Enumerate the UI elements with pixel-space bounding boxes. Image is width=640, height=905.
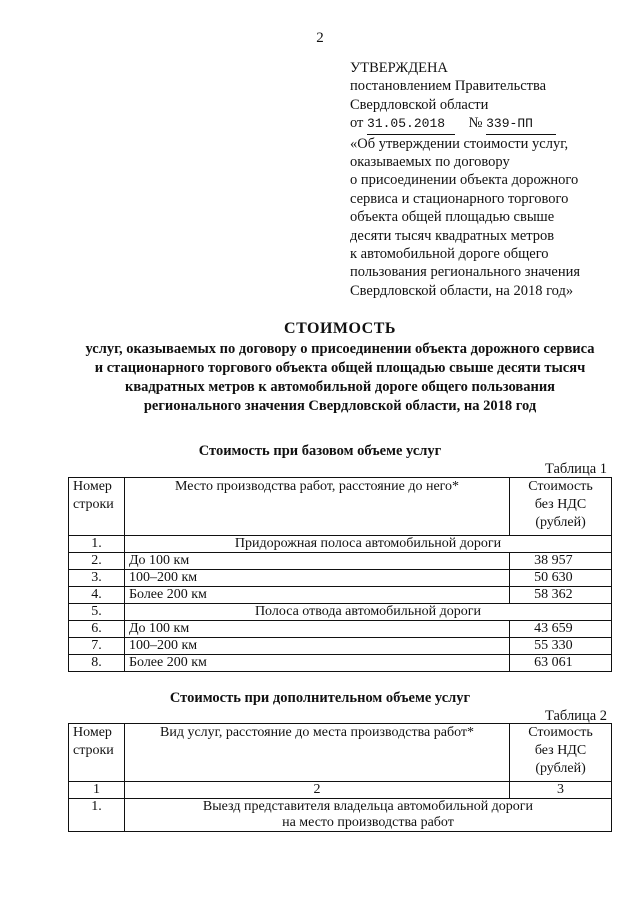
cost-cell: 55 330 bbox=[510, 638, 612, 655]
table2 bbox=[68, 723, 612, 832]
header-text: строки bbox=[73, 743, 114, 758]
header-cost bbox=[510, 724, 612, 782]
decree-date: 31.05.2018 bbox=[367, 115, 455, 134]
approval-line: сервиса и стационарного торгового bbox=[350, 190, 569, 207]
row-number: 5. bbox=[69, 604, 125, 621]
place-cell: До 100 км bbox=[124, 553, 509, 570]
document-subtitle bbox=[40, 340, 640, 416]
decree-number: 339-ПП bbox=[486, 115, 556, 134]
table-row bbox=[69, 553, 612, 570]
row-number: 1. bbox=[69, 799, 125, 832]
table-row bbox=[69, 621, 612, 638]
subtitle-line: квадратных метров к автомобильной дороге общего пользования bbox=[124, 379, 556, 395]
approval-line: Свердловской области bbox=[350, 96, 489, 113]
header-kind: Вид услуг, расстояние до места производства работ* bbox=[124, 724, 509, 782]
row-number: 2. bbox=[69, 553, 125, 570]
section-text: Выезд представителя владельца автомобильной дороги bbox=[202, 799, 534, 814]
section-title: Придорожная полоса автомобильной дороги bbox=[124, 536, 611, 553]
table-row bbox=[69, 536, 612, 553]
table2-heading: Стоимость при дополнительном объеме услуг bbox=[169, 690, 471, 706]
section-title: Полоса отвода автомобильной дороги bbox=[124, 604, 611, 621]
approval-line: пользования регионального значения bbox=[350, 264, 581, 281]
header-text: (рублей) bbox=[535, 761, 586, 776]
cost-cell: 38 957 bbox=[510, 553, 612, 570]
table1-label: Таблица 1 bbox=[545, 461, 608, 477]
header-text: Номер bbox=[73, 479, 112, 494]
header-text: Номер bbox=[73, 725, 112, 740]
table1 bbox=[68, 477, 612, 672]
approval-line: о присоединении объекта дорожного bbox=[350, 172, 579, 189]
row-number: 3. bbox=[69, 570, 125, 587]
place-cell: 100–200 км bbox=[124, 570, 509, 587]
place-cell: До 100 км bbox=[124, 621, 509, 638]
table-row bbox=[69, 799, 612, 832]
column-number: 1 bbox=[69, 782, 125, 799]
cost-cell: 50 630 bbox=[510, 570, 612, 587]
approval-line: «Об утверждении стоимости услуг, bbox=[350, 135, 569, 152]
header-text: (рублей) bbox=[535, 515, 586, 530]
row-number: 7. bbox=[69, 638, 125, 655]
row-number: 6. bbox=[69, 621, 125, 638]
header-text: Стоимость bbox=[528, 725, 593, 740]
row-number: 1. bbox=[69, 536, 125, 553]
place-cell: Более 200 км bbox=[124, 655, 509, 672]
approval-line: Свердловской области, на 2018 год» bbox=[350, 282, 574, 299]
table-row bbox=[69, 604, 612, 621]
date-prefix: от bbox=[350, 115, 364, 132]
place-cell: 100–200 км bbox=[124, 638, 509, 655]
number-prefix: № bbox=[468, 115, 483, 132]
place-cell: Более 200 км bbox=[124, 587, 509, 604]
column-number: 3 bbox=[510, 782, 612, 799]
column-number-row bbox=[69, 782, 612, 799]
header-text: строки bbox=[73, 497, 114, 512]
table-row bbox=[69, 655, 612, 672]
table1-header-row bbox=[69, 478, 612, 536]
cost-cell: 58 362 bbox=[510, 587, 612, 604]
row-number: 8. bbox=[69, 655, 125, 672]
header-text: без НДС bbox=[534, 497, 587, 512]
cost-cell: 43 659 bbox=[510, 621, 612, 638]
subtitle-line: услуг, оказываемых по договору о присоединении объекта дорожного сервиса bbox=[85, 341, 595, 357]
header-num bbox=[69, 478, 125, 536]
row-number: 4. bbox=[69, 587, 125, 604]
approval-line: к автомобильной дороге общего bbox=[350, 246, 549, 263]
approval-line: постановлением Правительства bbox=[350, 78, 547, 95]
subtitle-line: и стационарного торгового объекта общей площадью свыше десяти тысяч bbox=[94, 360, 586, 376]
header-place: Место производства работ, расстояние до него* bbox=[124, 478, 509, 536]
approval-title: УТВЕРЖДЕНА bbox=[350, 60, 448, 76]
header-text: Стоимость bbox=[528, 479, 593, 494]
approval-line: объекта общей площадью свыше bbox=[350, 209, 555, 226]
table2-header-row bbox=[69, 724, 612, 782]
section-title bbox=[124, 799, 611, 832]
document-title: СТОИМОСТЬ bbox=[284, 320, 396, 337]
table2-label: Таблица 2 bbox=[545, 708, 608, 724]
table-row bbox=[69, 570, 612, 587]
subtitle-line: регионального значения Свердловской области, на 2018 год bbox=[143, 398, 537, 414]
approval-block bbox=[350, 59, 635, 300]
cost-cell: 63 061 bbox=[510, 655, 612, 672]
approval-date-line bbox=[350, 114, 635, 134]
column-number: 2 bbox=[124, 782, 509, 799]
header-num bbox=[69, 724, 125, 782]
page-number: 2 bbox=[316, 30, 324, 46]
table1-heading: Стоимость при базовом объеме услуг bbox=[198, 443, 442, 459]
approval-line: десяти тысяч квадратных метров bbox=[350, 227, 555, 244]
table-row bbox=[69, 638, 612, 655]
section-text: на место производства работ bbox=[282, 815, 454, 830]
table-row bbox=[69, 587, 612, 604]
header-text: без НДС bbox=[534, 743, 587, 758]
header-cost bbox=[510, 478, 612, 536]
approval-line: оказываемых по договору bbox=[350, 154, 510, 171]
